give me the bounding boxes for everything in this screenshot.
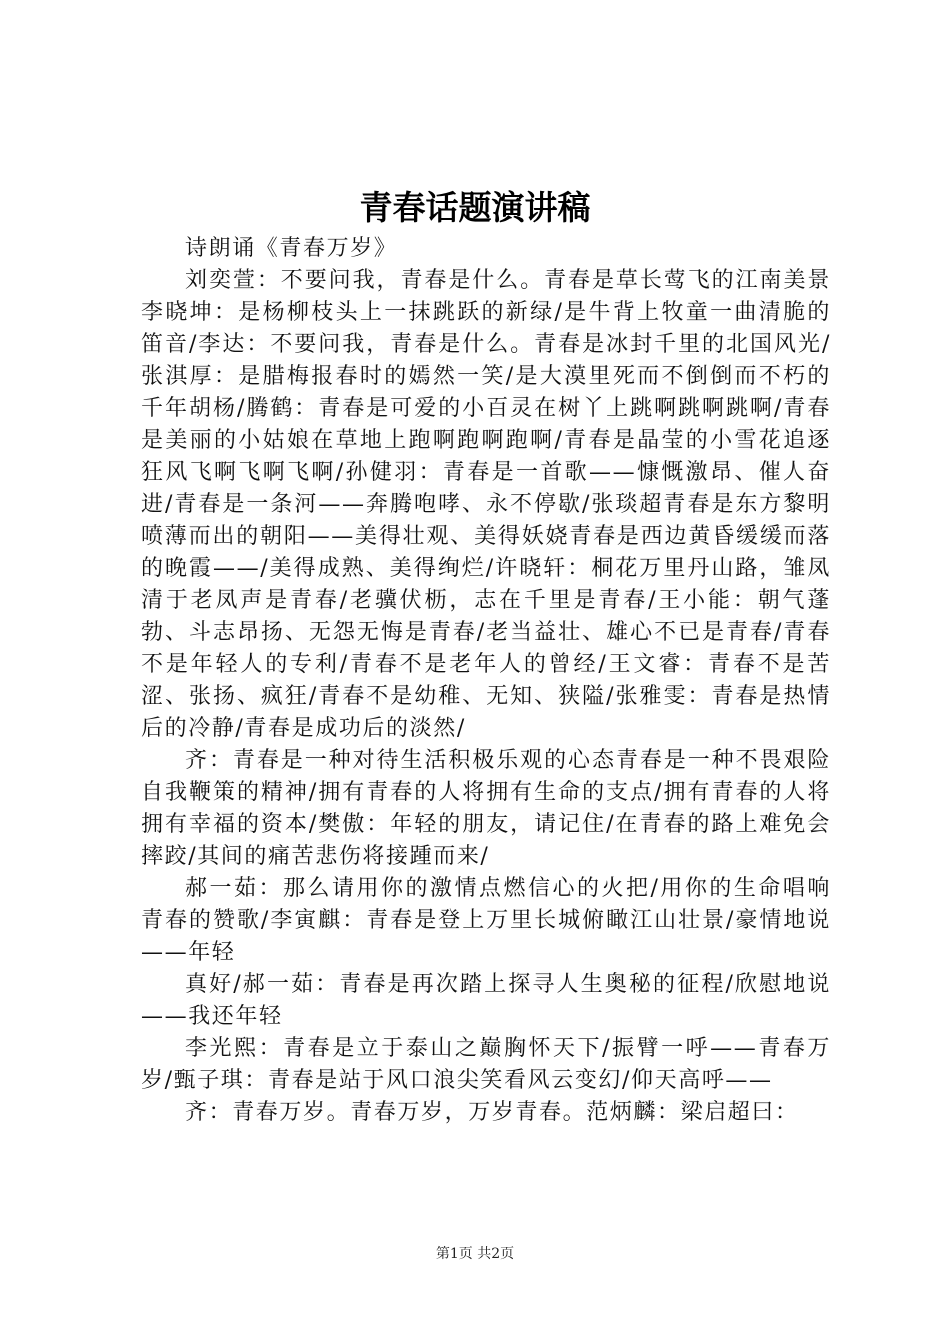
paragraph: 李光熙：青春是立于泰山之巅胸怀天下/振臂一呼——青春万岁/甄子琪：青春是站于风口浪尖笑看风云变幻/仰天高呼—— [141,1036,831,1093]
paragraph: 齐：青春万岁。青春万岁，万岁青春。范炳麟：梁启超曰： [185,1100,799,1125]
document-body [141,233,831,1129]
paragraph: 刘奕萱：不要问我，青春是什么。青春是草长莺飞的江南美景李晓坤：是杨柳枝头上一抹跳跃的新绿/是牛背上牧童一曲清脆的笛音/李达：不要问我，青春是什么。青春是冰封千里的北国风光/张淇厚：是腊梅报春时的嫣然一笑/是大漠里死而不倒倒而不朽的千年胡杨/腾鹤：青春是可爱的小百灵在树丫上跳啊跳啊跳啊/青春是美丽的小姑娘在草地上跑啊跑啊跑啊/青春是晶莹的小雪花追逐狂风飞啊飞啊飞啊/孙健羽：青春是一首歌——慷慨激昂、催人奋进/青春是一条河——奔腾咆哮、永不停歇/张琰超青春是东方黎明喷薄而出的朝阳——美得壮观、美得妖娆青春是西边黄昏缓缓而落的晚霞——/美得成熟、美得绚烂/许晓轩：桐花万里丹山路，雏凤清于老凤声是青春/老骥伏枥，志在千里是青春/王小能：朝气蓬勃、斗志昂扬、无怨无悔是青春/老当益壮、雄心不已是青春/青春不是年轻人的专利/青春不是老年人的曾经/王文睿：青春不是苦涩、张扬、疯狂/青春不是幼稚、无知、狭隘/张雅雯：青春是热情后的冷静/青春是成功后的淡然/ [141,268,831,741]
paragraph-poem-heading: 诗朗诵《青春万岁》 [185,236,398,261]
paragraph: 齐：青春是一种对待生活积极乐观的心态青春是一种不畏艰险自我鞭策的精神/拥有青春的人将拥有生命的支点/拥有青春的人将拥有幸福的资本/樊傲：年轻的朋友，请记住/在青春的路上难免会摔跤/其间的痛苦悲伤将接踵而来/ [141,748,831,869]
paragraph: 真好/郝一茹：青春是再次踏上探寻人生奥秘的征程/欣慰地说——我还年轻 [141,972,831,1029]
page-footer: 第1页 共2页 [435,1246,515,1262]
document-title: 青春话题演讲稿 [359,188,591,227]
paragraph: 郝一茹：那么请用你的激情点燃信心的火把/用你的生命唱响青春的赞歌/李寅麒：青春是登上万里长城俯瞰江山壮景/豪情地说——年轻 [141,876,831,965]
